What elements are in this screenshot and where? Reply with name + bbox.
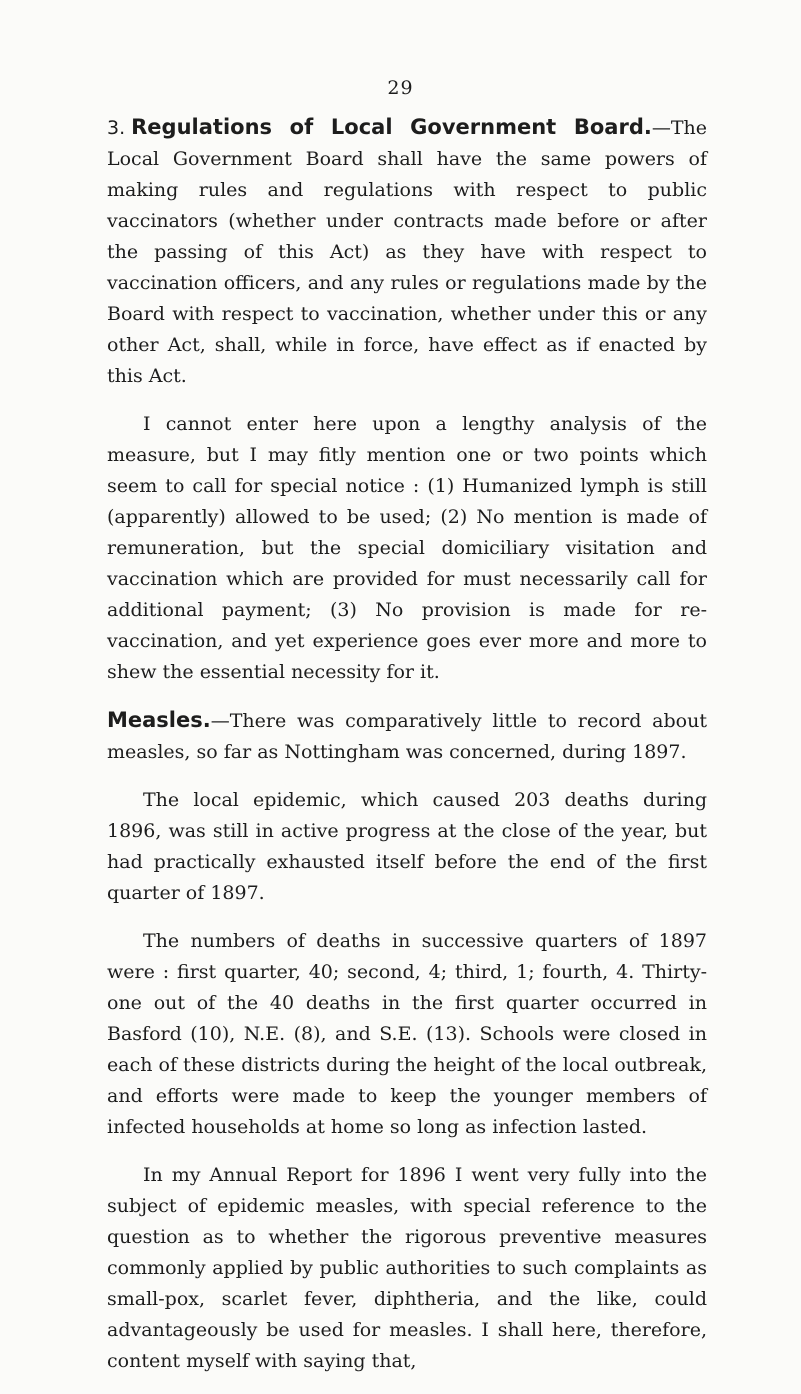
- measles-intro-text: —There was comparatively little to record about measles, so far as Nottingham was concerned, during 1897.: [107, 710, 707, 763]
- section-3-text: —The Local Government Board shall have the same powers of making rules and regulations with respect to public vaccinators (whether under contracts made before or after the passing of this Act) as they have with respect to vaccination officers, and any rules or regulations made by the Board with respect to vaccination, whether under this or any other Act, shall, while in force, have effect as if enacted by this Act.: [107, 117, 707, 387]
- measles-intro-paragraph: [107, 705, 707, 768]
- measles-paragraph: The local epidemic, which caused 203 deaths during 1896, was still in active progress at the close of the year, but had practically exhausted itself before the end of the first quarter of 1897.: [107, 789, 707, 904]
- page-number: 29: [387, 77, 414, 99]
- section-title: Regulations of Local Government Board.: [131, 115, 652, 139]
- measles-paragraph: The numbers of deaths in successive quarters of 1897 were : first quarter, 40; second, 4; third, 1; fourth, 4. Thirty-one out of the 40 deaths in the first quarter occurred in Basford (10), N.E. (8), and S.E. (13). Schools were closed in each of these districts during the height of the local outbreak, and efforts were made to keep the younger members of infected households at home so long as infection lasted.: [107, 930, 707, 1138]
- section-number: 3.: [107, 117, 126, 139]
- measles-heading: Measles.: [107, 708, 211, 732]
- body-text: [107, 112, 707, 1394]
- section-3-paragraph: [107, 112, 707, 392]
- measles-paragraph: In my Annual Report for 1896 I went very fully into the subject of epidemic measles, with special reference to the question as to whether the rigorous preventive measures commonly applied by public authorities to such complaints as small-pox, scarlet fever, diphtheria, and the like, could advantageously be used for measles. I shall here, therefore, content myself with saying that,: [107, 1164, 707, 1372]
- analysis-paragraph: I cannot enter here upon a lengthy analysis of the measure, but I may fitly mention one or two points which seem to call for special notice : (1) Humanized lymph is still (apparently) allowed to be used; (2) No mention is made of remuneration, but the special domiciliary visitation and vaccination which are provided for must necessarily call for additional payment; (3) No provision is made for re-vaccination, and yet experience goes ever more and more to shew the essential necessity for it.: [107, 413, 707, 683]
